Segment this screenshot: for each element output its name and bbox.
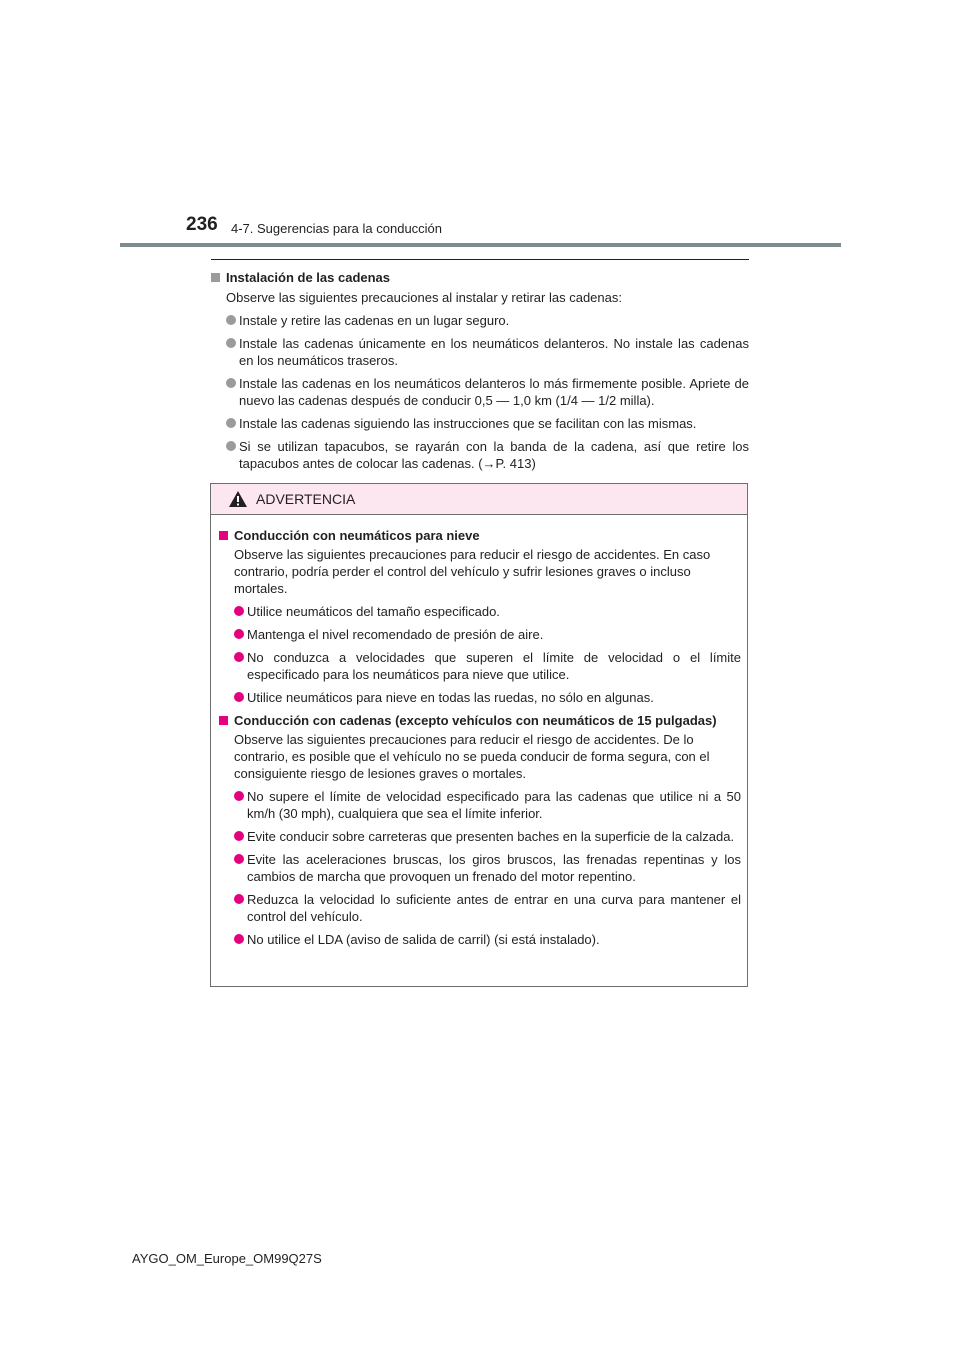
list-item-text: Instale las cadenas en los neumáticos delanteros lo más firmemente posible. Apriete de nuevo las cadenas después de conducir 0,5 — 1,0 km (1/4 — 1/2 milla). <box>239 376 749 408</box>
warning-section-snow-tires <box>219 527 741 706</box>
page-number: 236 <box>186 214 218 235</box>
list-item-text: Si se utilizan tapacubos, se rayarán con la banda de la cadena, así que retire los tapacubos antes de colocar las cadenas. (→P. 413) <box>239 439 749 471</box>
list-item <box>226 438 749 472</box>
list-item <box>234 626 741 643</box>
warning-section-heading <box>219 712 741 729</box>
list-item <box>234 788 741 822</box>
list-item <box>234 851 741 885</box>
circle-bullet-icon <box>234 652 244 662</box>
circle-bullet-icon <box>234 894 244 904</box>
list-item-text: No supere el límite de velocidad especificado para las cadenas que utilice ni a 50 km/h (30 mph), cualquiera que sea el límite inferior. <box>247 789 741 821</box>
chains-heading-text: Instalación de las cadenas <box>226 270 391 285</box>
warning-section-chains <box>219 712 741 948</box>
warning-section-intro: Observe las siguientes precauciones para reducir el riesgo de accidentes. En caso contrario, podría perder el control del vehículo y sufrir lesiones graves o incluso mortales. <box>234 547 711 596</box>
circle-bullet-icon <box>226 315 236 325</box>
list-item-text: No utilice el LDA (aviso de salida de carril) (si está instalado). <box>247 932 600 947</box>
list-item <box>234 891 741 925</box>
chains-intro: Observe las siguientes precauciones al instalar y retirar las cadenas: <box>226 290 622 305</box>
list-item-text: Mantenga el nivel recomendado de presión de aire. <box>247 627 544 642</box>
warning-section-intro: Observe las siguientes precauciones para reducir el riesgo de accidentes. De lo contrario, es posible que el vehículo no se pueda conducir de forma segura, con el consiguiente riesgo de lesiones graves o mortales. <box>234 732 710 781</box>
warning-section-heading <box>219 527 741 544</box>
list-item <box>234 931 741 948</box>
circle-bullet-icon <box>226 338 236 348</box>
list-item <box>226 335 749 369</box>
warning-section-heading-text: Conducción con cadenas (excepto vehículos con neumáticos de 15 pulgadas) <box>234 713 717 728</box>
list-item-text: Reduzca la velocidad lo suficiente antes de entrar en una curva para mantener el control del vehículo. <box>247 892 741 924</box>
list-item-text: No conduzca a velocidades que superen el límite de velocidad o el límite especificado para los neumáticos para nieve que utilice. <box>247 650 741 682</box>
list-item <box>226 375 749 409</box>
square-bullet-icon <box>219 531 228 540</box>
header-rule <box>120 243 841 247</box>
warning-title: ADVERTENCIA <box>256 491 356 507</box>
circle-bullet-icon <box>234 934 244 944</box>
warning-triangle-icon <box>228 490 248 508</box>
circle-bullet-icon <box>234 692 244 702</box>
circle-bullet-icon <box>226 441 236 451</box>
chains-section <box>211 269 749 472</box>
list-item <box>234 689 741 706</box>
list-item-text: Utilice neumáticos del tamaño especificado. <box>247 604 500 619</box>
list-item-text: Evite las aceleraciones bruscas, los giros bruscos, las frenadas repentinas y los cambios de marcha que provoquen un frenado del motor repentino. <box>247 852 741 884</box>
list-item-text: Instale las cadenas siguiendo las instrucciones que se facilitan con las mismas. <box>239 416 697 431</box>
warning-box <box>210 483 748 987</box>
footer-doc-id: AYGO_OM_Europe_OM99Q27S <box>132 1251 322 1266</box>
list-item <box>234 603 741 620</box>
circle-bullet-icon <box>234 831 244 841</box>
circle-bullet-icon <box>234 791 244 801</box>
section-rule <box>211 259 749 260</box>
warning-header <box>211 484 747 515</box>
list-item <box>234 828 741 845</box>
list-item-text: Utilice neumáticos para nieve en todas las ruedas, no sólo en algunas. <box>247 690 654 705</box>
list-item <box>226 312 749 329</box>
circle-bullet-icon <box>234 854 244 864</box>
list-item <box>226 415 749 432</box>
warning-body <box>211 515 747 948</box>
list-item-text: Evite conducir sobre carreteras que presenten baches en la superficie de la calzada. <box>247 829 735 844</box>
circle-bullet-icon <box>226 378 236 388</box>
square-bullet-icon <box>211 273 220 282</box>
circle-bullet-icon <box>234 606 244 616</box>
square-bullet-icon <box>219 716 228 725</box>
warning-section-heading-text: Conducción con neumáticos para nieve <box>234 528 480 543</box>
list-item-text: Instale y retire las cadenas en un lugar seguro. <box>239 313 510 328</box>
chains-heading <box>211 269 749 286</box>
list-item <box>234 649 741 683</box>
chapter-title: 4-7. Sugerencias para la conducción <box>231 221 443 236</box>
circle-bullet-icon <box>234 629 244 639</box>
circle-bullet-icon <box>226 418 236 428</box>
list-item-text: Instale las cadenas únicamente en los neumáticos delanteros. No instale las cadenas en los neumáticos traseros. <box>239 336 749 368</box>
